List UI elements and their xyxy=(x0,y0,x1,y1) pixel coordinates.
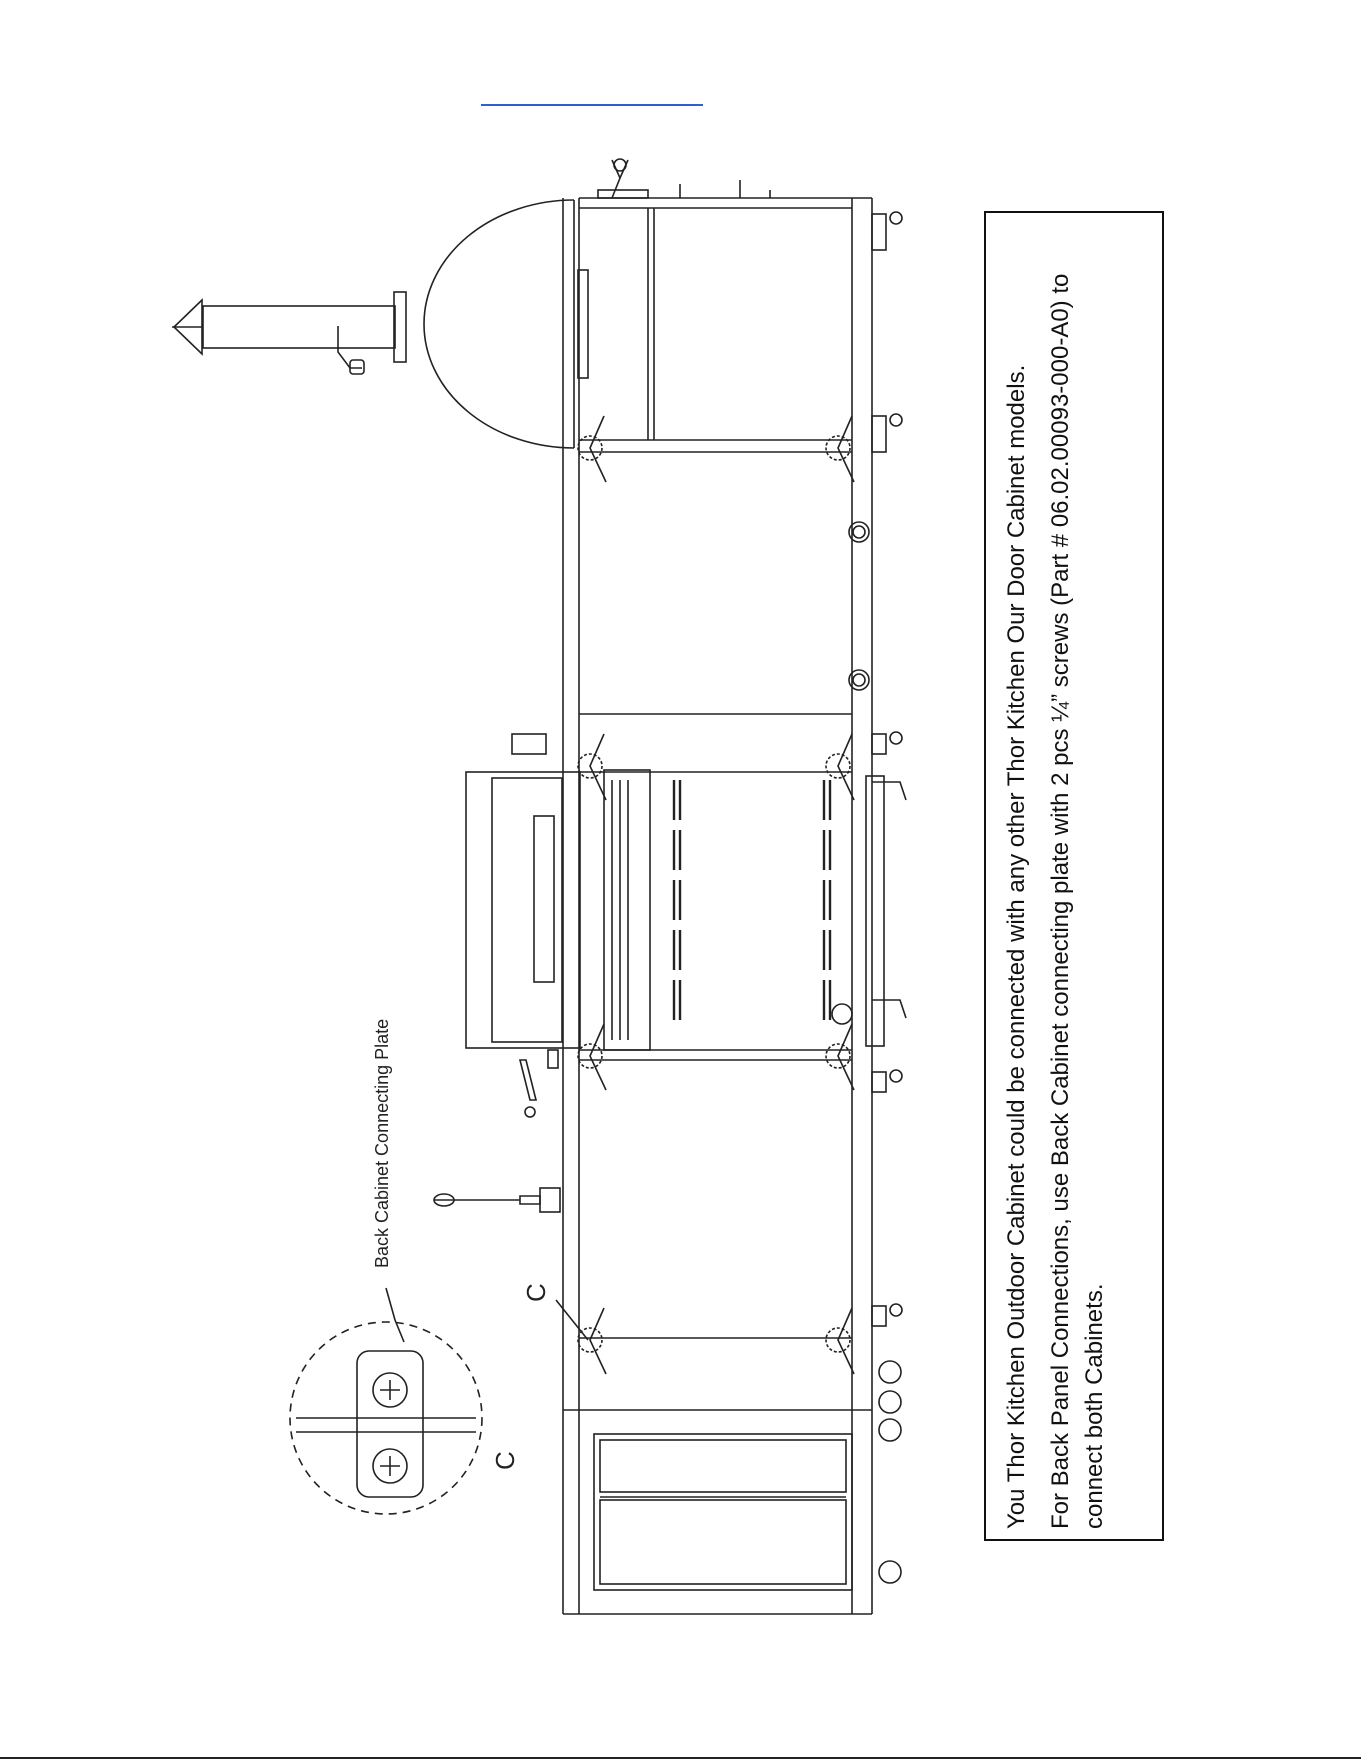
instruction-paragraph-2: For Back Panel Connections, use Back Cabinet connecting plate with 2 pcs ¼” screws (Part # 06.02.00093-000-A0) to connect both Cabinets. xyxy=(1047,273,1108,1529)
instruction-note-text xyxy=(986,213,1166,1543)
cabinet-module-blank xyxy=(434,1060,852,1338)
detail-view-c xyxy=(290,1288,482,1514)
caster-wheels xyxy=(872,212,906,1583)
page-bottom-rule xyxy=(0,1757,1361,1759)
detail-view-letter: C xyxy=(490,1451,520,1470)
cabinet-module-drawers xyxy=(563,1410,872,1590)
instruction-note-box xyxy=(984,211,1164,1541)
instruction-paragraph-1: You Thor Kitchen Outdoor Cabinet could be connected with any other Thor Kitchen Our Door Cabinet models. xyxy=(1003,364,1030,1529)
cabinet-module-oven-base xyxy=(579,159,852,440)
detail-view-label: Back Cabinet Connecting Plate xyxy=(372,1018,392,1268)
callout-letter-c: C xyxy=(521,1283,551,1302)
cabinet-module-door xyxy=(579,452,869,714)
callout-leader-c xyxy=(556,1300,588,1340)
pizza-oven xyxy=(172,200,588,448)
